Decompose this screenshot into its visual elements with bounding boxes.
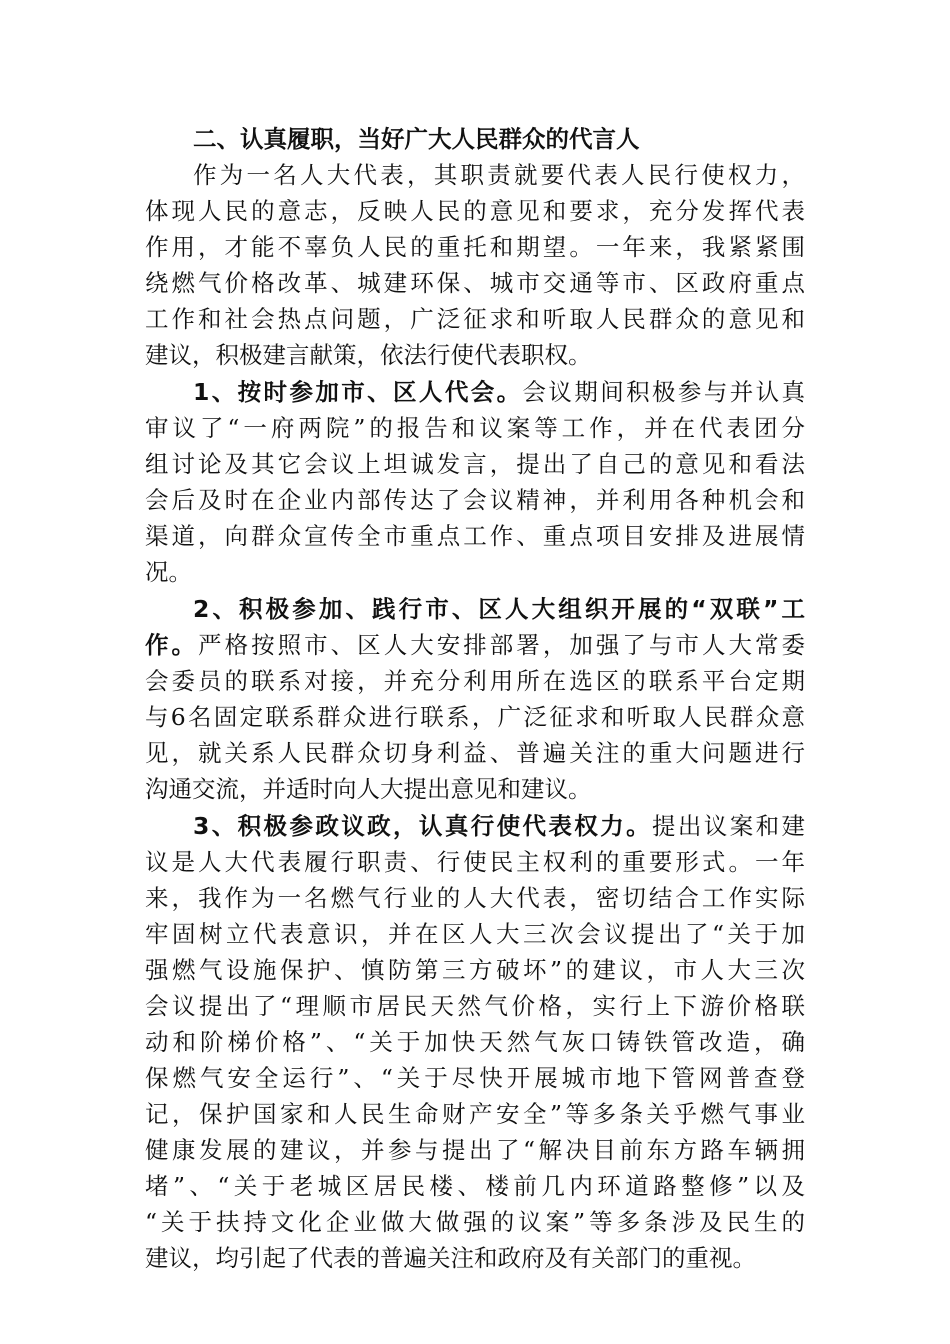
item2-line: 会委员的联系对接，并充分利用所在选区的联系平台定期 (145, 667, 805, 695)
item1-line: 渠道，向群众宣传全市重点工作、重点项目安排及进展情 (145, 522, 805, 550)
item2-line: 沟通交流，并适时向人大提出意见和建议。 (145, 775, 592, 803)
item1-line: 况。 (145, 558, 192, 586)
intro-line: 体现人民的意志，反映人民的意见和要求，充分发挥代表 (145, 197, 805, 225)
item2-second-line (145, 625, 805, 665)
item3-line: 议是人大代表履行职责、行使民主权利的重要形式。一年 (145, 848, 805, 876)
item3-first-rest: 提出议案和建 (652, 812, 805, 840)
item3-line: 保燃气安全运行”、“关于尽快开展城市地下管网普查登 (145, 1064, 805, 1092)
item1-title: 1、按时参加市、区人代会。 (193, 378, 523, 406)
item3-line: 动和阶梯价格”、“关于加快天然气灰口铸铁管改造，确 (145, 1028, 805, 1056)
item3-line: 堵”、“关于老城区居民楼、楼前几内环道路整修”以及 (145, 1172, 805, 1200)
intro-line: 绕燃气价格改革、城建环保、城市交通等市、区政府重点 (145, 269, 805, 297)
item1-line: 组讨论及其它会议上坦诚发言，提出了自己的意见和看法 (145, 450, 805, 478)
item1-first-rest: 会议期间积极参与并认真 (522, 378, 805, 406)
item2-line: 见，就关系人民群众切身利益、普遍关注的重大问题进行 (145, 739, 805, 767)
item1-line: 审议了“一府两院”的报告和议案等工作，并在代表团分 (145, 414, 805, 442)
item1-first-line (193, 372, 805, 412)
item2-title-line: 2、积极参加、践行市、区人大组织开展的“双联”工 (193, 595, 805, 623)
item2-second-rest: 严格按照市、区人大安排部署，加强了与市人大常委 (198, 631, 805, 659)
intro-line: 建议，积极建言献策，依法行使代表职权。 (145, 341, 592, 369)
intro-line: 作为一名人大代表，其职责就要代表人民行使权力， (193, 161, 805, 189)
item3-line: 建议，均引起了代表的普遍关注和政府及有关部门的重视。 (145, 1244, 756, 1272)
item2-line: 与6名固定联系群众进行联系，广泛征求和听取人民群众意 (145, 703, 805, 731)
item2-title-cont: 作。 (145, 631, 199, 659)
section-heading: 二、认真履职，当好广大人民群众的代言人 (193, 125, 640, 153)
item3-line: 强燃气设施保护、慎防第三方破坏”的建议，市人大三次 (145, 956, 805, 984)
item3-first-line (193, 806, 805, 846)
item3-line: 来，我作为一名燃气行业的人大代表，密切结合工作实际 (145, 884, 805, 912)
intro-line: 工作和社会热点问题，广泛征求和听取人民群众的意见和 (145, 305, 805, 333)
item3-line: “关于扶持文化企业做大做强的议案”等多条涉及民生的 (145, 1208, 805, 1236)
item3-line: 会议提出了“理顺市居民天然气价格，实行上下游价格联 (145, 992, 805, 1020)
item3-line: 健康发展的建议，并参与提出了“解决目前东方路车辆拥 (145, 1136, 805, 1164)
intro-line: 作用，才能不辜负人民的重托和期望。一年来，我紧紧围 (145, 233, 805, 261)
item3-line: 牢固树立代表意识，并在区人大三次会议提出了“关于加 (145, 920, 805, 948)
item3-title: 3、积极参政议政，认真行使代表权力。 (193, 812, 653, 840)
item3-line: 记，保护国家和人民生命财产安全”等多条关乎燃气事业 (145, 1100, 805, 1128)
item1-line: 会后及时在企业内部传达了会议精神，并利用各种机会和 (145, 486, 805, 514)
